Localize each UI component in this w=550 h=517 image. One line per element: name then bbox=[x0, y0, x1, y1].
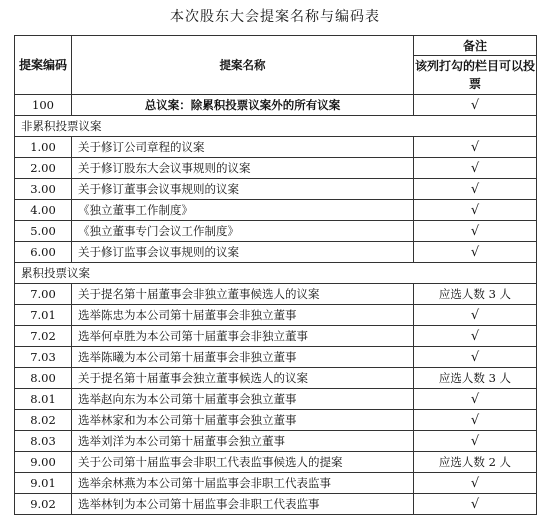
table-row bbox=[15, 305, 537, 326]
proposal-name: 关于修订董事会议事规则的议案 bbox=[72, 179, 414, 200]
table-row bbox=[15, 452, 537, 473]
total-code: 100 bbox=[15, 95, 72, 116]
total-name: 总议案：除累积投票议案外的所有议案 bbox=[72, 95, 414, 116]
table-row bbox=[15, 473, 537, 494]
check-mark: √ bbox=[414, 389, 537, 410]
proposal-name: 关于提名第十届董事会非独立董事候选人的议案 bbox=[72, 284, 414, 305]
check-mark: √ bbox=[414, 326, 537, 347]
table-row bbox=[15, 242, 537, 263]
table-row bbox=[15, 326, 537, 347]
page-title: 本次股东大会提案名称与编码表 bbox=[170, 9, 380, 25]
proposal-name: 选举余林燕为本公司第十届监事会非职工代表监事 bbox=[72, 473, 414, 494]
name-column-header: 提案名称 bbox=[72, 36, 414, 95]
table-row bbox=[15, 200, 537, 221]
proposal-name: 《独立董事工作制度》 bbox=[72, 200, 414, 221]
proposal-code: 7.03 bbox=[15, 347, 72, 368]
proposal-code: 7.01 bbox=[15, 305, 72, 326]
note-sub-header: 该列打勾的栏目可以投票 bbox=[414, 56, 537, 95]
proposal-code: 5.00 bbox=[15, 221, 72, 242]
check-mark: √ bbox=[414, 494, 537, 515]
section-row bbox=[15, 263, 537, 284]
seats-note: 应选人数 2 人 bbox=[414, 452, 537, 473]
proposal-name: 选举陈曦为本公司第十届董事会非独立董事 bbox=[72, 347, 414, 368]
proposal-name: 选举林家和为本公司第十届董事会独立董事 bbox=[72, 410, 414, 431]
proposal-code: 1.00 bbox=[15, 137, 72, 158]
proposal-name: 选举何卓胜为本公司第十届董事会非独立董事 bbox=[72, 326, 414, 347]
check-mark: √ bbox=[414, 305, 537, 326]
proposal-name: 关于公司第十届监事会非职工代表监事候选人的提案 bbox=[72, 452, 414, 473]
check-mark: √ bbox=[414, 179, 537, 200]
proposal-code: 8.02 bbox=[15, 410, 72, 431]
check-mark: √ bbox=[414, 473, 537, 494]
note-column-header: 备注 bbox=[414, 36, 537, 56]
proposal-name: 选举陈忠为本公司第十届董事会非独立董事 bbox=[72, 305, 414, 326]
proposal-code: 7.00 bbox=[15, 284, 72, 305]
table-row bbox=[15, 494, 537, 515]
table-row bbox=[15, 389, 537, 410]
check-mark: √ bbox=[414, 347, 537, 368]
check-mark: √ bbox=[414, 200, 537, 221]
total-check-mark: √ bbox=[414, 95, 537, 116]
proposal-code: 8.01 bbox=[15, 389, 72, 410]
proposal-name: 关于修订监事会议事规则的议案 bbox=[72, 242, 414, 263]
table-row bbox=[15, 158, 537, 179]
proposal-code: 8.00 bbox=[15, 368, 72, 389]
check-mark: √ bbox=[414, 158, 537, 179]
check-mark: √ bbox=[414, 242, 537, 263]
proposal-name: 关于修订股东大会议事规则的议案 bbox=[72, 158, 414, 179]
section-title: 非累积投票议案 bbox=[15, 116, 537, 137]
proposal-code: 7.02 bbox=[15, 326, 72, 347]
proposal-name: 选举赵向东为本公司第十届董事会独立董事 bbox=[72, 389, 414, 410]
proposal-code: 3.00 bbox=[15, 179, 72, 200]
seats-note: 应选人数 3 人 bbox=[414, 368, 537, 389]
seats-note: 应选人数 3 人 bbox=[414, 284, 537, 305]
table-row bbox=[15, 410, 537, 431]
proposal-code: 9.02 bbox=[15, 494, 72, 515]
proposal-code: 8.03 bbox=[15, 431, 72, 452]
table-row bbox=[15, 221, 537, 242]
proposal-name: 选举林钊为本公司第十届监事会非职工代表监事 bbox=[72, 494, 414, 515]
header-row bbox=[15, 36, 537, 56]
proposal-name: 《独立董事专门会议工作制度》 bbox=[72, 221, 414, 242]
table-row bbox=[15, 137, 537, 158]
proposal-code: 9.01 bbox=[15, 473, 72, 494]
proposal-code: 2.00 bbox=[15, 158, 72, 179]
table-row bbox=[15, 179, 537, 200]
proposal-table bbox=[14, 35, 537, 515]
check-mark: √ bbox=[414, 137, 537, 158]
table-row bbox=[15, 368, 537, 389]
proposal-code: 9.00 bbox=[15, 452, 72, 473]
code-column-header: 提案编码 bbox=[15, 36, 72, 95]
proposal-name: 关于修订公司章程的议案 bbox=[72, 137, 414, 158]
proposal-code: 6.00 bbox=[15, 242, 72, 263]
table-row bbox=[15, 431, 537, 452]
table-row bbox=[15, 347, 537, 368]
check-mark: √ bbox=[414, 410, 537, 431]
proposal-name: 关于提名第十届董事会独立董事候选人的议案 bbox=[72, 368, 414, 389]
proposal-code: 4.00 bbox=[15, 200, 72, 221]
check-mark: √ bbox=[414, 431, 537, 452]
total-row bbox=[15, 95, 537, 116]
check-mark: √ bbox=[414, 221, 537, 242]
proposal-table-body bbox=[15, 36, 537, 515]
section-title: 累积投票议案 bbox=[15, 263, 537, 284]
proposal-name: 选举刘洋为本公司第十届董事会独立董事 bbox=[72, 431, 414, 452]
section-row bbox=[15, 116, 537, 137]
table-row bbox=[15, 284, 537, 305]
